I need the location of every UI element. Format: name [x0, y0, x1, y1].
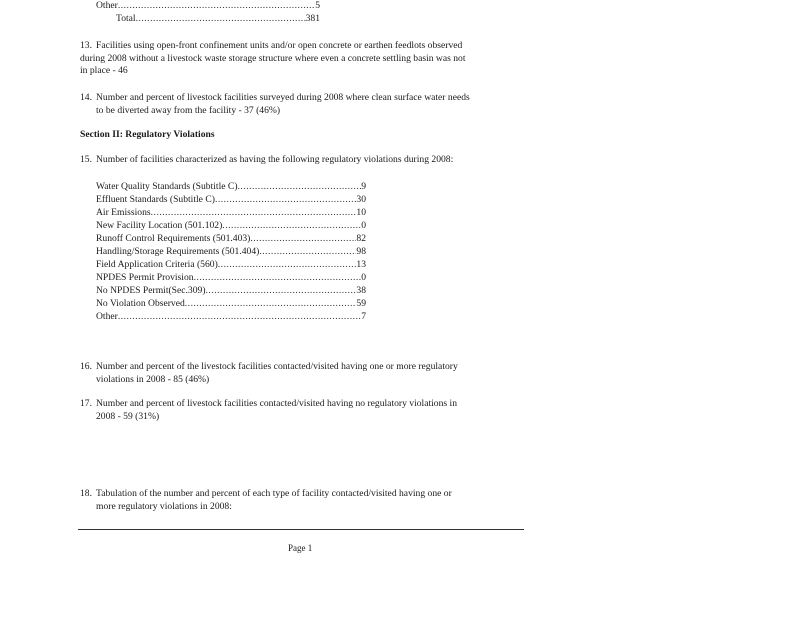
violation-row: Handling/Storage Requirements (501.404) ..... 98	[96, 246, 366, 257]
page-number: Page 1	[288, 543, 313, 553]
violation-row: Water Quality Standards (Subtitle C) ..... 9	[96, 181, 366, 192]
violation-row: New Facility Location (501.102) ..... 0	[96, 220, 366, 231]
violation-row: Runoff Control Requirements (501.403) ..... 82	[96, 233, 366, 244]
list-item-total: Total ..... 381	[116, 13, 320, 24]
item-16: 16. Number and percent of the livestock facilities contacted/visited having one or more regulatory violations in 2008 - 85 (46%)	[80, 361, 458, 385]
violation-row: Air Emissions ..... 10	[96, 207, 366, 218]
item-18: 18. Tabulation of the number and percent of each type of facility contacted/visited having one or more regulatory violations in 2008:	[80, 488, 452, 512]
violation-row: NPDES Permit Provision ..... 0	[96, 272, 366, 283]
violation-row: No NPDES Permit(Sec.309) ..... 38	[96, 285, 366, 296]
footer-divider	[78, 529, 524, 530]
item-15: 15. Number of facilities characterized as having the following regulatory violations during 2008:	[80, 154, 454, 165]
section-heading: Section II: Regulatory Violations	[80, 129, 215, 140]
violation-row: No Violation Observed ..... 59	[96, 298, 366, 309]
item-13: 13. Facilities using open-front confinement units and/or open concrete or earthen feedlots observed during 2008 without a livestock waste storage structure where even a concrete settling basin was not in place - 46	[80, 40, 466, 77]
violation-row: Other ..... 7	[96, 311, 366, 322]
item-14: 14. Number and percent of livestock facilities surveyed during 2008 where clean surface water needs to be diverted away from the facility - 37 (46%)	[80, 92, 470, 116]
item-17: 17. Number and percent of livestock facilities contacted/visited having no regulatory violations in 2008 - 59 (31%)	[80, 398, 457, 422]
violation-row: Field Application Criteria (560) ..... 13	[96, 259, 366, 270]
list-item: Other ..... 5	[96, 0, 320, 11]
violation-row: Effluent Standards (Subtitle C) ..... 30	[96, 194, 366, 205]
